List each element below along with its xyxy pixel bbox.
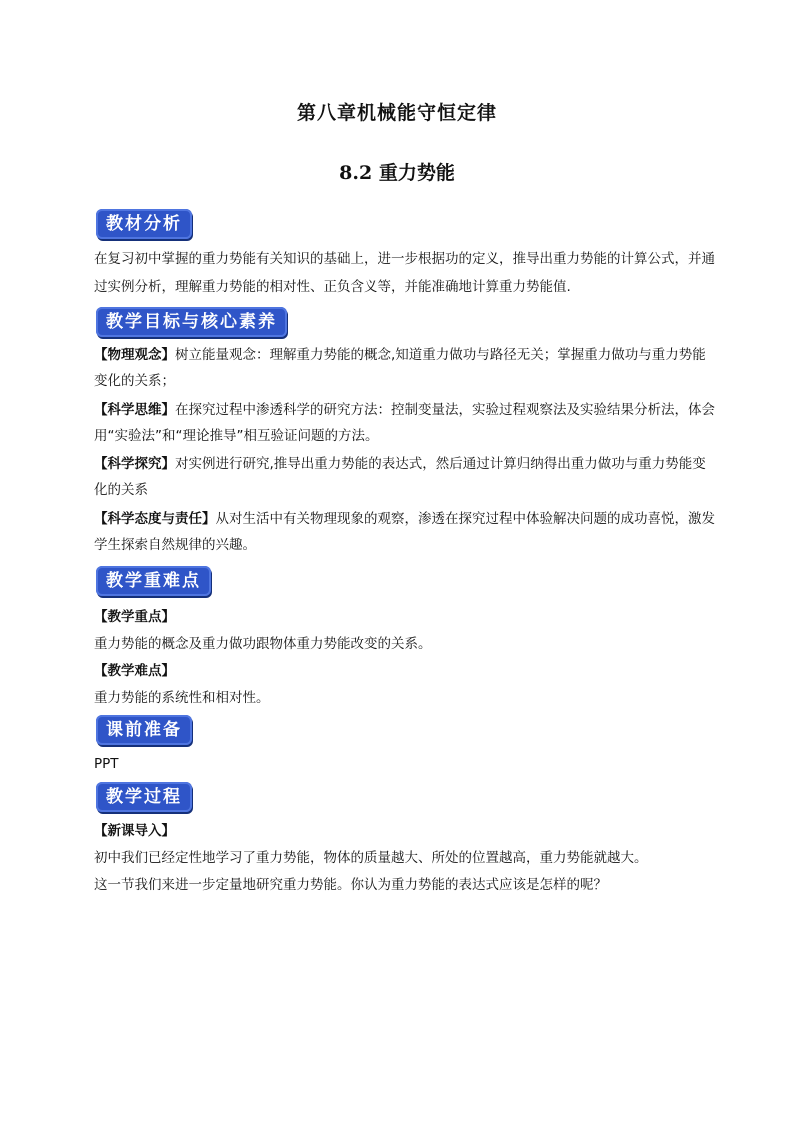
focus-label: 【教学重点】 [94,609,175,625]
section-badge-analysis: 教材分析 [96,209,192,239]
goal-text: 对实例进行研究,推导出重力势能的表达式，然后通过计算归纳得出重力做功与重力势能变化的关系 [94,456,706,498]
goal-label: 【科学探究】 [94,456,175,472]
goal-item [94,451,716,503]
intro-line: 这一节我们来进一步定量地研究重力势能。你认为重力势能的表达式应该是怎样的呢？ [94,877,607,893]
section-badge-process: 教学过程 [96,782,192,812]
intro-line: 初中我们已经定性地学习了重力势能，物体的质量越大、所处的位置越高，重力势能就越大。 [94,850,648,866]
goal-item [94,506,716,558]
section-badge-goals: 教学目标与核心素养 [96,307,287,337]
section-badge-key-points: 教学重难点 [96,566,211,596]
section-title: 8.2 重力势能 [339,162,455,184]
goal-text: 在探究过程中渗透科学的研究方法：控制变量法，实验过程观察法及实验结果分析法，体会用“实验法”和“理论推导”相互验证问题的方法。 [94,402,715,444]
goal-item [94,342,716,394]
goal-label: 【科学思维】 [94,402,175,418]
goal-text: 从对生活中有关物理现象的观察，渗透在探究过程中体验解决问题的成功喜悦，激发学生探索自然规律的兴趣。 [94,511,715,553]
chapter-title: 第八章机械能守恒定律 [296,102,497,124]
goal-label: 【科学态度与责任】 [94,511,216,527]
analysis-text: 在复习初中掌握的重力势能有关知识的基础上，进一步根据功的定义，推导出重力势能的计算公式，并通过实例分析，理解重力势能的相对性、正负含义等，并能准确地计算重力势能值. [94,251,715,295]
goal-label: 【物理观念】 [94,347,175,363]
prep-text: PPT [94,756,119,772]
goal-text: 树立能量观念：理解重力势能的概念,知道重力做功与路径无关；掌握重力做功与重力势能变化的关系； [94,347,706,389]
difficulty-label: 【教学难点】 [94,663,175,679]
section-badge-prep: 课前准备 [96,715,192,745]
goal-item [94,397,716,449]
difficulty-text: 重力势能的系统性和相对性。 [94,690,270,706]
focus-text: 重力势能的概念及重力做功跟物体重力势能改变的关系。 [94,636,432,652]
intro-label: 【新课导入】 [94,823,175,839]
